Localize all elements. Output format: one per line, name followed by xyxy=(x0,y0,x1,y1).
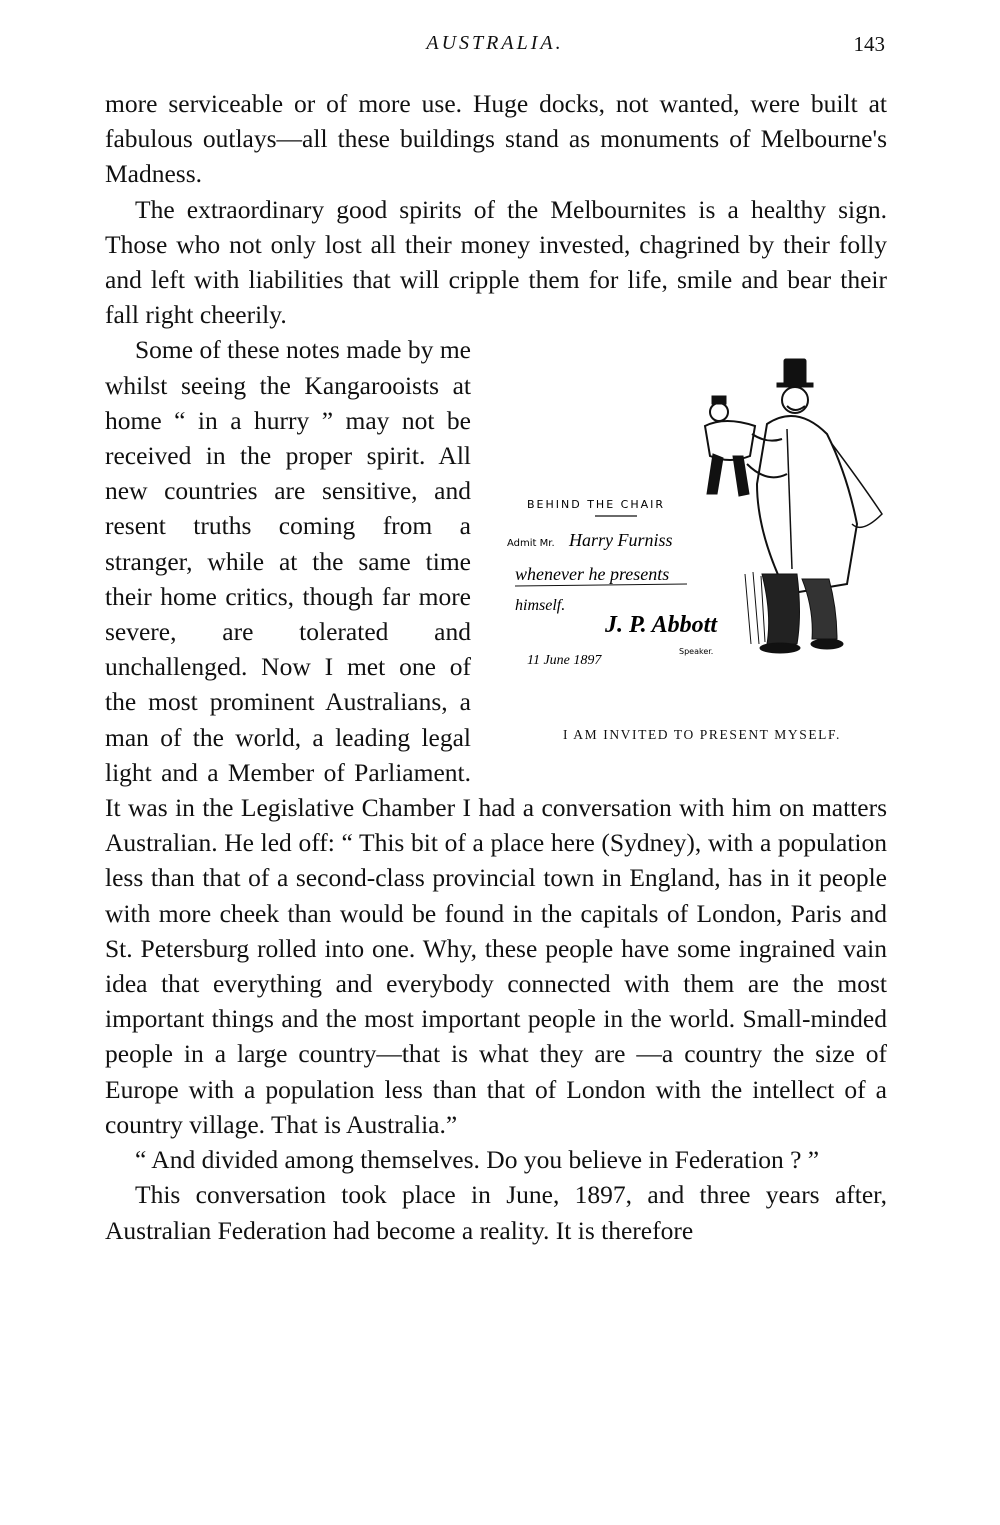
figure-caption: I AM INVITED TO PRESENT MYSELF. xyxy=(562,727,842,743)
handwriting-line-1: Harry Furniss xyxy=(569,530,673,551)
paragraph-2: The extraordinary good spirits of the Melbournites is a healthy sign. Those who not only lost all their money invested, chagrined by their folly and left with liabilities that will cripple them for life, smile and bear their fall right cheerily. xyxy=(105,194,887,330)
paragraph-4: “ And divided among themselves. Do you believe in Federation ? ” xyxy=(135,1145,820,1175)
chair-label: BEHIND THE CHAIR xyxy=(527,498,666,512)
handwriting-line-3: himself. xyxy=(515,597,566,615)
paragraph-3-text: Some of these notes made by me whilst seeing the Kangarooists at home “ in a hurry ” may not be received in the proper spirit. All new countries are sensitive, and resent truths coming from a stranger, while at the same time their home critics, though far more severe, are tolerated and unchallenged. Now I met one of the most prominent Australians, a man of the world, a leading legal light and a Member of Parliament. It was in the Legislative Chamber I had a conversation with him on matters Australian. He led off: “ This bit of a place here (Sydney), with a population less than that of a second-class provincial town in England, has in it people with more cheek than would be found in the capitals of London, Paris and St. Petersburg rolled into one. Why, these people have some ingrained vain idea that everything and everybody connected with them are the most important things and the most important people in the world. Small-minded people in a large country—that is what they are —a country the size of Europe with a population less than that of London with the intellect of a country village. That is Australia.” xyxy=(105,335,887,1139)
cartoon-illustration xyxy=(487,334,887,760)
admit-text: Admit Mr. xyxy=(507,538,555,550)
paragraph-3 xyxy=(105,332,887,1142)
body-text xyxy=(105,86,887,1248)
signature: J. P. Abbott xyxy=(605,612,718,639)
running-head xyxy=(105,32,885,64)
handwriting-line-2: whenever he presents xyxy=(515,564,670,585)
page-number: 143 xyxy=(853,32,885,56)
illustration-figure xyxy=(487,334,887,760)
speaker-label: Speaker. xyxy=(679,647,714,657)
running-title: AUSTRALIA. xyxy=(426,32,564,54)
date-text: 11 June 1897 xyxy=(527,653,602,669)
paragraph-1: more serviceable or of more use. Huge docks, not wanted, were built at fabulous outlays—all these buildings stand as monuments of Melbourne's Madness. xyxy=(105,89,887,189)
paragraph-5: This conversation took place in June, 1897, and three years after, Australian Federation had become a reality. It is therefore xyxy=(105,1180,887,1245)
